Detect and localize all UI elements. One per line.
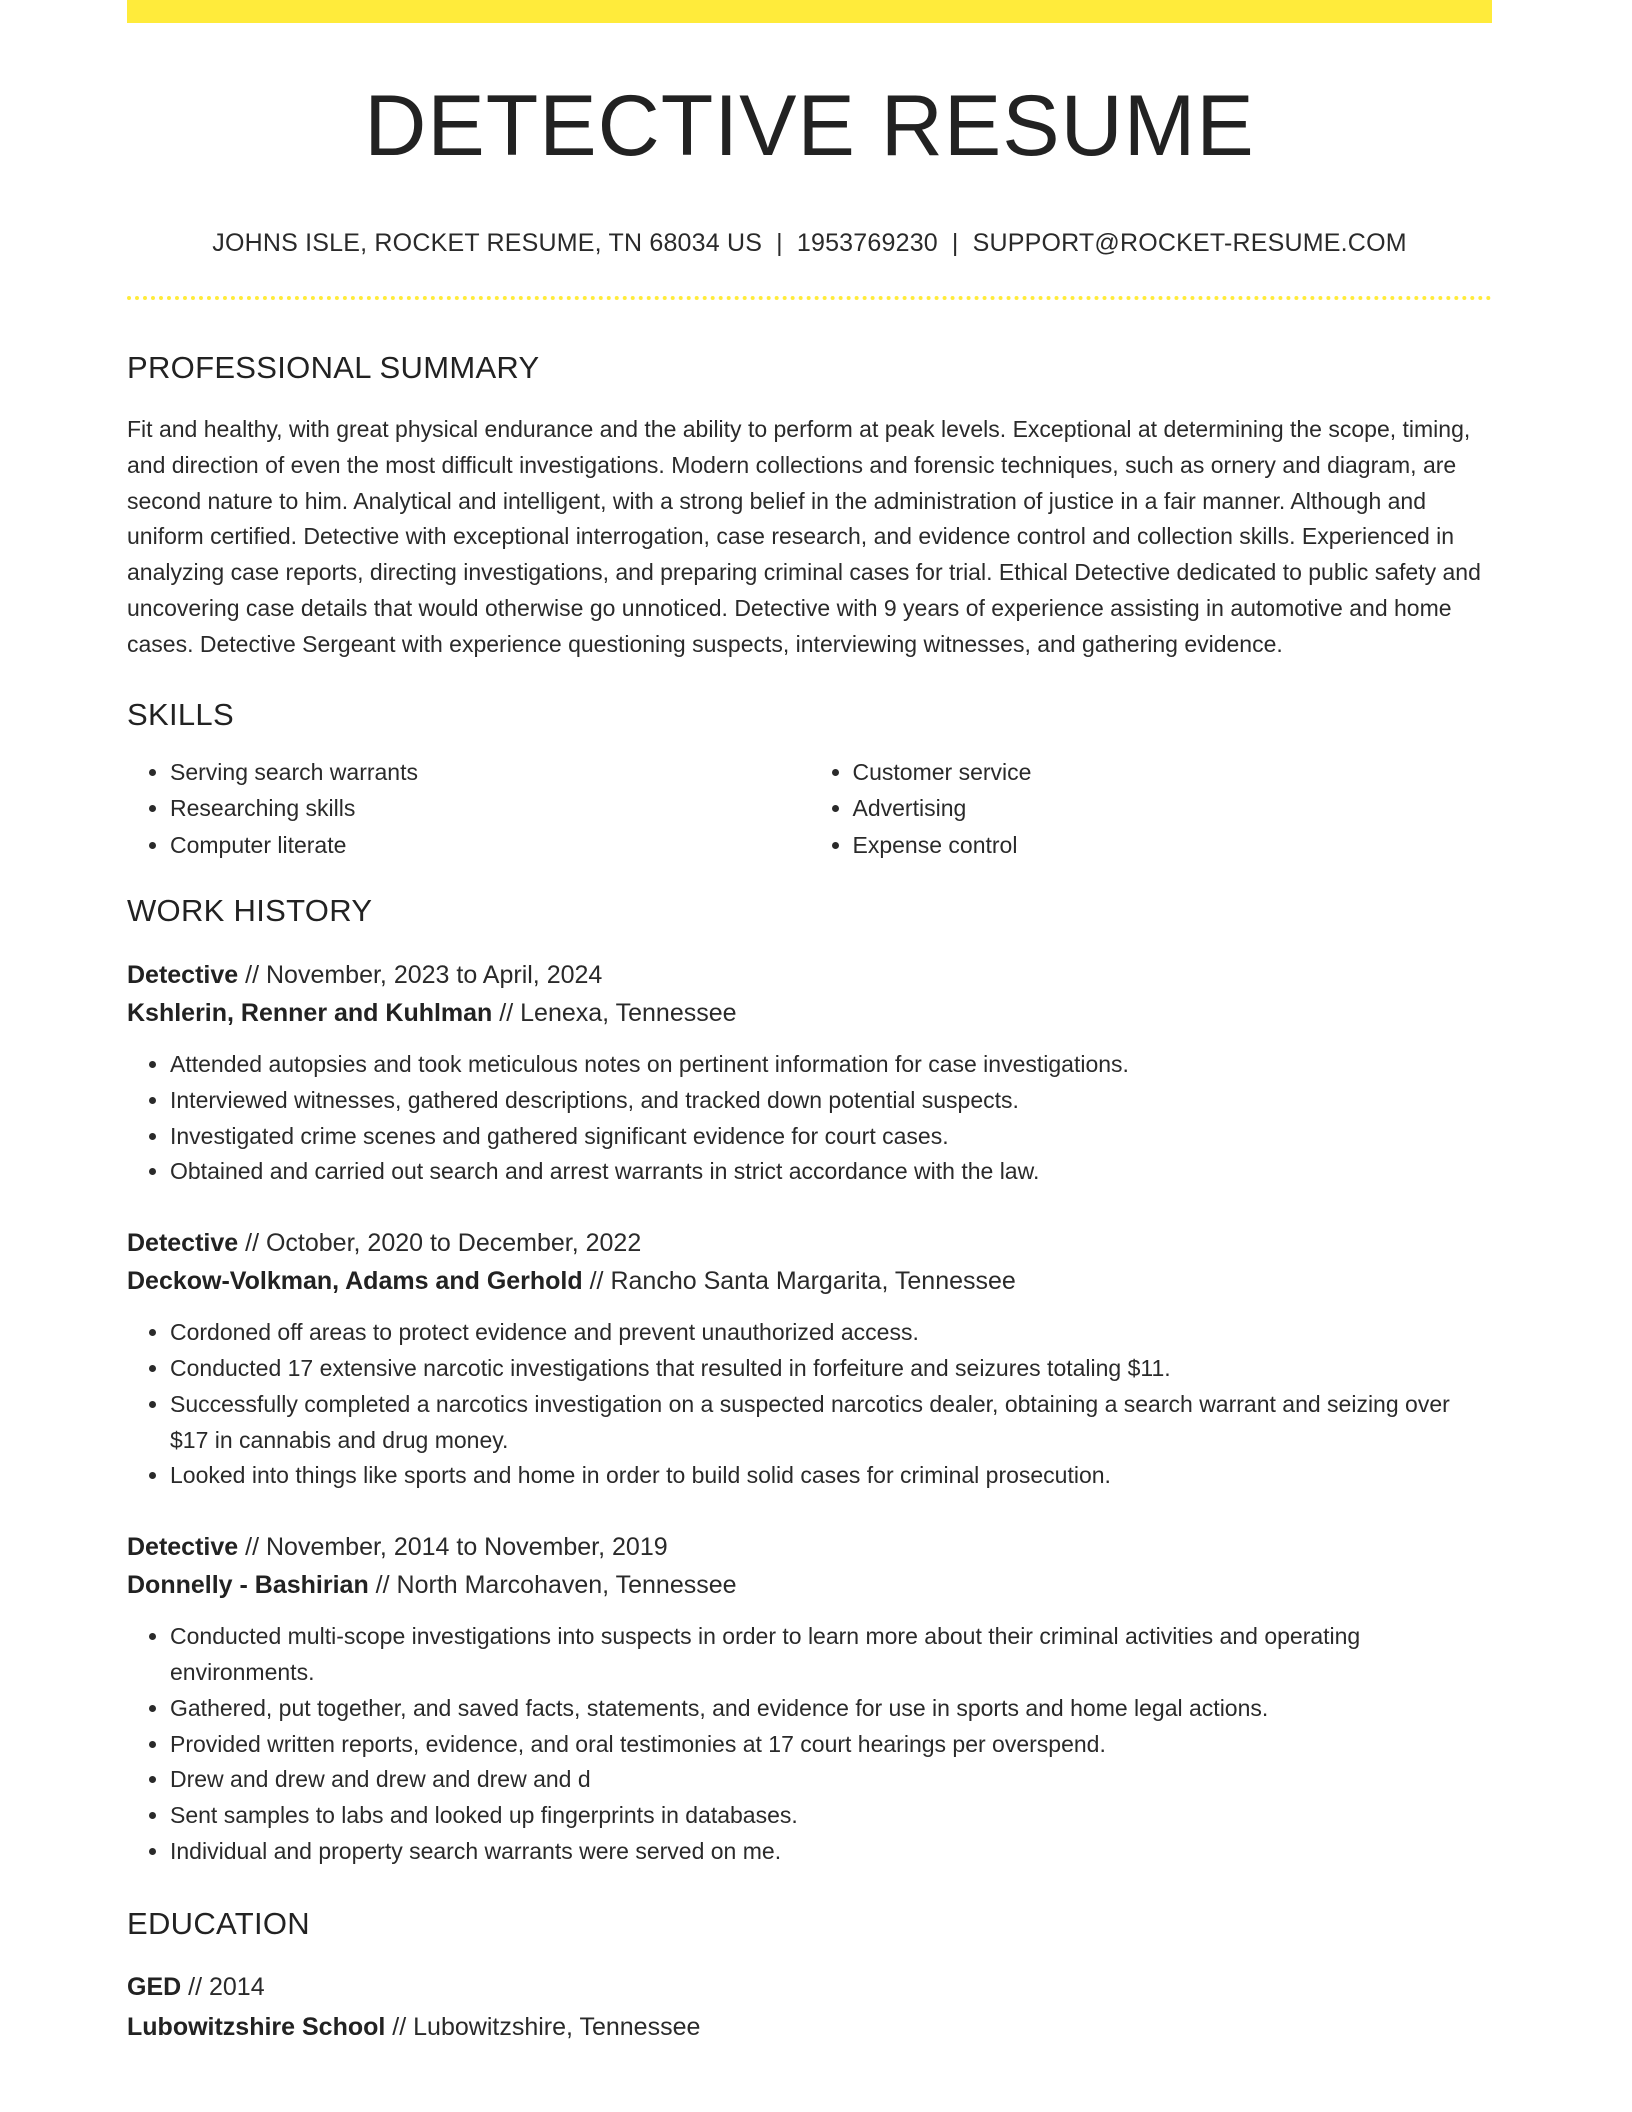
- job-company-line: [127, 994, 1492, 1032]
- job-dates: October, 2020 to December, 2022: [265, 1229, 642, 1258]
- education-year: 2014: [209, 1972, 265, 2001]
- skill-item: • Computer literate: [170, 827, 810, 864]
- skills-column-left: [127, 754, 810, 864]
- separator: //: [245, 1533, 260, 1562]
- separator: //: [392, 2012, 407, 2041]
- dotted-divider: [127, 296, 1492, 300]
- education-school-line: [127, 2007, 1492, 2047]
- job-title-line: [127, 956, 1492, 994]
- contact-separator: |: [951, 229, 959, 257]
- job-dates: November, 2014 to November, 2019: [265, 1533, 668, 1562]
- job-company-line: [127, 1262, 1492, 1300]
- contact-line: [127, 231, 1492, 256]
- job-title: Detective: [127, 1229, 239, 1258]
- job-bullet: • Successfully completed a narcotics investigation on a suspected narcotics dealer, obtaining a search warrant and seizing over $17 in cannabis and drug money.: [170, 1387, 1492, 1459]
- job-entry: [127, 956, 1492, 1190]
- section-heading-skills: SKILLS: [127, 696, 234, 732]
- job-entry: [127, 1224, 1492, 1494]
- job-location: North Marcohaven, Tennessee: [396, 1571, 737, 1600]
- job-bullet: • Interviewed witnesses, gathered descriptions, and tracked down potential suspects.: [170, 1083, 1492, 1119]
- skill-item: • Advertising: [853, 790, 1493, 827]
- section-heading-education: EDUCATION: [127, 1905, 310, 1941]
- job-title: Detective: [127, 961, 239, 990]
- job-bullet: • Sent samples to labs and looked up fingerprints in databases.: [170, 1798, 1492, 1834]
- section-heading-summary: PROFESSIONAL SUMMARY: [127, 350, 540, 385]
- skills-column-right: [810, 754, 1493, 864]
- education-degree-line: [127, 1967, 1492, 2007]
- job-bullet: • Conducted 17 extensive narcotic investigations that resulted in forfeiture and seizures totaling $11.: [170, 1351, 1492, 1387]
- job-bullets: [127, 1047, 1492, 1190]
- job-bullets: [127, 1619, 1492, 1870]
- job-bullet: • Individual and property search warrants were served on me.: [170, 1834, 1492, 1870]
- job-entry: [127, 1528, 1492, 1870]
- job-bullets: [127, 1315, 1492, 1494]
- job-title-line: [127, 1224, 1492, 1262]
- job-company: Deckow-Volkman, Adams and Gerhold: [127, 1267, 583, 1296]
- job-bullet: • Investigated crime scenes and gathered significant evidence for court cases.: [170, 1119, 1492, 1155]
- job-dates: November, 2023 to April, 2024: [265, 961, 603, 990]
- job-bullet: • Cordoned off areas to protect evidence and prevent unauthorized access.: [170, 1315, 1492, 1351]
- education-entry: [127, 1967, 1492, 2047]
- separator: //: [499, 999, 514, 1028]
- job-bullet: • Attended autopsies and took meticulous notes on pertinent information for case investigations.: [170, 1047, 1492, 1083]
- separator: //: [375, 1571, 390, 1600]
- summary-paragraph: Fit and healthy, with great physical endurance and the ability to perform at peak levels. Exceptional at determining the scope, timing, and direction of even the most difficult investigations. Modern collections and forensic techniques, such as ornery and diagram, are second nature to him. Analytical and intelligent, with a strong belief in the administration of justice in a fair manner. Although and uniform certified. Detective with exceptional interrogation, case research, and evidence control and collection skills. Experienced in analyzing case reports, directing investigations, and preparing criminal cases for trial. Ethical Detective dedicated to public safety and uncovering case details that would otherwise go unnoticed. Detective with 9 years of experience assisting in automotive and home cases. Detective Sergeant with experience questioning suspects, interviewing witnesses, and gathering evidence.: [127, 416, 1481, 657]
- contact-email: SUPPORT@ROCKET-RESUME.COM: [972, 229, 1407, 257]
- separator: //: [245, 961, 260, 990]
- separator: //: [188, 1972, 203, 2001]
- job-location: Rancho Santa Margarita, Tennessee: [610, 1267, 1016, 1296]
- job-bullet: • Provided written reports, evidence, and oral testimonies at 17 court hearings per overspend.: [170, 1727, 1492, 1763]
- contact-separator: |: [776, 229, 783, 257]
- job-bullet: • Conducted multi-scope investigations into suspects in order to learn more about their criminal activities and operating environments.: [170, 1619, 1492, 1691]
- contact-phone: 1953769230: [796, 229, 938, 257]
- separator: //: [245, 1229, 260, 1258]
- education-school: Lubowitzshire School: [127, 2012, 386, 2041]
- job-bullet: • Obtained and carried out search and arrest warrants in strict accordance with the law.: [170, 1154, 1492, 1190]
- job-title-line: [127, 1528, 1492, 1566]
- job-bullet: • Drew and drew and drew and drew and d: [170, 1762, 1492, 1798]
- job-title: Detective: [127, 1533, 239, 1562]
- skill-item: • Expense control: [853, 827, 1493, 864]
- accent-top-bar: [127, 0, 1492, 23]
- skill-item: • Researching skills: [170, 790, 810, 827]
- document-title: DETECTIVE RESUME: [364, 78, 1255, 174]
- separator: //: [589, 1267, 604, 1296]
- job-company-line: [127, 1566, 1492, 1604]
- skill-item: • Serving search warrants: [170, 754, 810, 791]
- job-company: Kshlerin, Renner and Kuhlman: [127, 999, 493, 1028]
- education-location: Lubowitzshire, Tennessee: [413, 2012, 701, 2041]
- resume-content: [127, 0, 1492, 2047]
- section-heading-work-history: WORK HISTORY: [127, 893, 373, 929]
- education-degree: GED: [127, 1972, 182, 2001]
- skills-grid: [127, 754, 1492, 864]
- job-bullet: • Gathered, put together, and saved facts, statements, and evidence for use in sports and home legal actions.: [170, 1691, 1492, 1727]
- job-location: Lenexa, Tennessee: [520, 999, 737, 1028]
- skill-item: • Customer service: [853, 754, 1493, 791]
- job-bullet: • Looked into things like sports and home in order to build solid cases for criminal prosecution.: [170, 1458, 1492, 1494]
- contact-address: JOHNS ISLE, ROCKET RESUME, TN 68034 US: [212, 229, 763, 257]
- job-company: Donnelly - Bashirian: [127, 1571, 369, 1600]
